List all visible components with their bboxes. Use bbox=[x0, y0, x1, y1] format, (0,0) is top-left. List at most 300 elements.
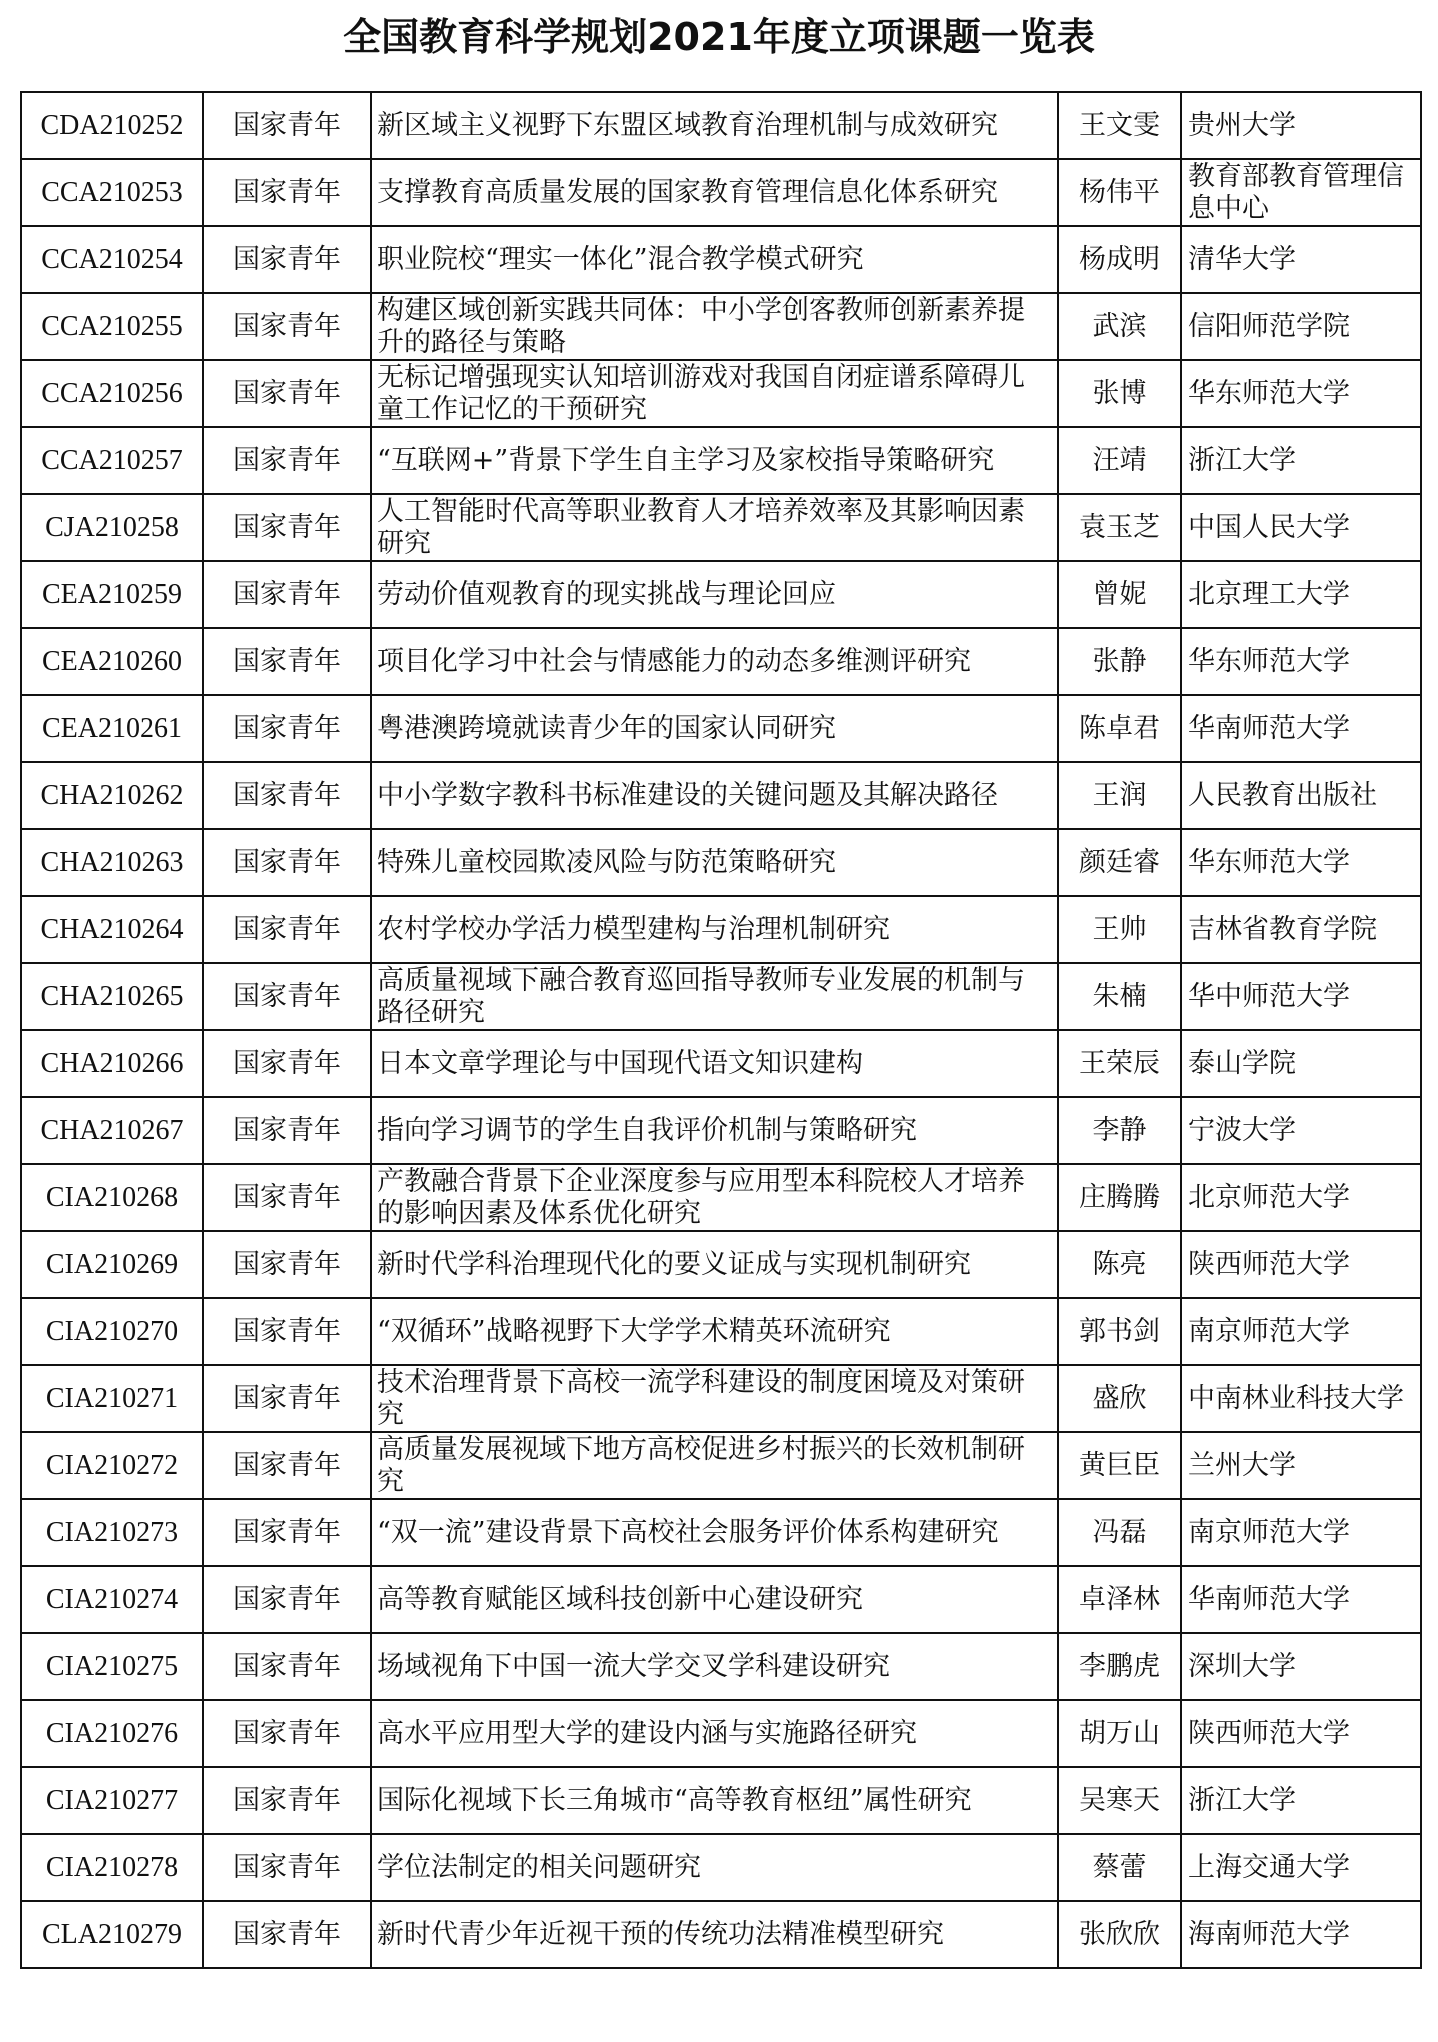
principal-name: 吴寒天 bbox=[1079, 1784, 1160, 1816]
project-topic-cell bbox=[371, 1298, 1058, 1365]
project-type-cell bbox=[203, 1097, 371, 1164]
institution: 浙江大学 bbox=[1188, 444, 1296, 476]
principal-name-cell bbox=[1058, 1901, 1181, 1968]
principal-name-cell bbox=[1058, 159, 1181, 226]
project-type: 国家青年 bbox=[233, 310, 341, 342]
project-code-cell bbox=[21, 1566, 203, 1633]
principal-name: 冯磊 bbox=[1092, 1516, 1147, 1548]
principal-name: 张静 bbox=[1092, 645, 1147, 677]
principal-name-cell bbox=[1058, 695, 1181, 762]
project-topic: 高质量发展视域下地方高校促进乡村振兴的长效机制研究 bbox=[377, 1433, 1025, 1497]
table-row bbox=[21, 896, 1421, 963]
institution: 吉林省教育学院 bbox=[1188, 913, 1377, 945]
project-code-cell bbox=[21, 628, 203, 695]
project-type: 国家青年 bbox=[233, 1248, 341, 1280]
project-type-cell bbox=[203, 1767, 371, 1834]
principal-name-cell bbox=[1058, 226, 1181, 293]
project-type-cell bbox=[203, 1432, 371, 1499]
project-topic: 农村学校办学活力模型建构与治理机制研究 bbox=[377, 913, 890, 945]
project-code-cell bbox=[21, 896, 203, 963]
project-type-cell bbox=[203, 1164, 371, 1231]
institution-cell bbox=[1181, 92, 1421, 159]
project-type: 国家青年 bbox=[233, 1047, 341, 1079]
institution: 人民教育出版社 bbox=[1188, 779, 1377, 811]
project-code: CIA210272 bbox=[45, 1449, 179, 1481]
project-topic: 新时代青少年近视干预的传统功法精准模型研究 bbox=[377, 1918, 944, 1950]
institution-cell bbox=[1181, 159, 1421, 226]
institution: 陕西师范大学 bbox=[1188, 1717, 1350, 1749]
project-code-cell bbox=[21, 1499, 203, 1566]
project-topic-cell bbox=[371, 1030, 1058, 1097]
project-topic: 国际化视域下长三角城市“高等教育枢纽”属性研究 bbox=[377, 1784, 972, 1816]
project-code-cell bbox=[21, 1365, 203, 1432]
project-type-cell bbox=[203, 561, 371, 628]
institution-cell bbox=[1181, 1432, 1421, 1499]
project-code-cell bbox=[21, 1164, 203, 1231]
project-code: CEA210259 bbox=[42, 578, 182, 610]
project-type-cell bbox=[203, 92, 371, 159]
principal-name: 蔡蕾 bbox=[1092, 1851, 1147, 1883]
project-topic-cell bbox=[371, 1365, 1058, 1432]
project-code-cell bbox=[21, 1633, 203, 1700]
project-type: 国家青年 bbox=[233, 1851, 341, 1883]
project-topic-cell bbox=[371, 561, 1058, 628]
principal-name: 郭书剑 bbox=[1079, 1315, 1160, 1347]
project-topic-cell bbox=[371, 293, 1058, 360]
project-code: CHA210265 bbox=[40, 980, 184, 1012]
table-row bbox=[21, 1633, 1421, 1700]
table-row bbox=[21, 1834, 1421, 1901]
principal-name-cell bbox=[1058, 1231, 1181, 1298]
institution-cell bbox=[1181, 427, 1421, 494]
project-type-cell bbox=[203, 628, 371, 695]
table-body bbox=[21, 92, 1421, 1968]
project-type-cell bbox=[203, 226, 371, 293]
institution-cell bbox=[1181, 1767, 1421, 1834]
principal-name: 张博 bbox=[1092, 377, 1147, 409]
project-topic: 技术治理背景下高校一流学科建设的制度困境及对策研究 bbox=[377, 1366, 1025, 1430]
table-row bbox=[21, 829, 1421, 896]
project-code-cell bbox=[21, 226, 203, 293]
project-topic: 指向学习调节的学生自我评价机制与策略研究 bbox=[377, 1114, 917, 1146]
table-row bbox=[21, 1700, 1421, 1767]
institution-cell bbox=[1181, 1365, 1421, 1432]
project-type-cell bbox=[203, 1700, 371, 1767]
table-row bbox=[21, 159, 1421, 226]
project-topic-cell bbox=[371, 1700, 1058, 1767]
principal-name-cell bbox=[1058, 762, 1181, 829]
principal-name: 朱楠 bbox=[1092, 980, 1147, 1012]
project-code: CJA210258 bbox=[45, 511, 179, 543]
principal-name-cell bbox=[1058, 1700, 1181, 1767]
institution-cell bbox=[1181, 1030, 1421, 1097]
project-code-cell bbox=[21, 1030, 203, 1097]
project-type-cell bbox=[203, 1231, 371, 1298]
project-type: 国家青年 bbox=[233, 980, 341, 1012]
institution-cell bbox=[1181, 1231, 1421, 1298]
table-row bbox=[21, 92, 1421, 159]
institution: 上海交通大学 bbox=[1188, 1851, 1350, 1883]
project-type: 国家青年 bbox=[233, 1181, 341, 1213]
principal-name: 李鹏虎 bbox=[1079, 1650, 1160, 1682]
project-topic-cell bbox=[371, 963, 1058, 1030]
principal-name-cell bbox=[1058, 1164, 1181, 1231]
table-row bbox=[21, 226, 1421, 293]
project-code: CDA210252 bbox=[40, 109, 184, 141]
institution: 泰山学院 bbox=[1188, 1047, 1296, 1079]
project-topic-cell bbox=[371, 1097, 1058, 1164]
institution-cell bbox=[1181, 695, 1421, 762]
project-type-cell bbox=[203, 1834, 371, 1901]
principal-name-cell bbox=[1058, 1834, 1181, 1901]
principal-name: 颜廷睿 bbox=[1079, 846, 1160, 878]
project-topic: 日本文章学理论与中国现代语文知识建构 bbox=[377, 1047, 863, 1079]
project-type: 国家青年 bbox=[233, 1449, 341, 1481]
principal-name: 王荣辰 bbox=[1079, 1047, 1160, 1079]
principal-name-cell bbox=[1058, 896, 1181, 963]
project-type-cell bbox=[203, 159, 371, 226]
project-code: CHA210263 bbox=[40, 846, 184, 878]
institution-cell bbox=[1181, 963, 1421, 1030]
institution: 中国人民大学 bbox=[1188, 511, 1350, 543]
principal-name-cell bbox=[1058, 1432, 1181, 1499]
principal-name: 杨伟平 bbox=[1079, 176, 1160, 208]
institution-cell bbox=[1181, 1164, 1421, 1231]
project-topic: 产教融合背景下企业深度参与应用型本科院校人才培养的影响因素及体系优化研究 bbox=[377, 1165, 1025, 1229]
project-type-cell bbox=[203, 1566, 371, 1633]
institution: 深圳大学 bbox=[1188, 1650, 1296, 1682]
project-type: 国家青年 bbox=[233, 712, 341, 744]
project-code: CLA210279 bbox=[42, 1918, 182, 1950]
project-type-cell bbox=[203, 829, 371, 896]
project-topic: 构建区域创新实践共同体：中小学创客教师创新素养提升的路径与策略 bbox=[377, 294, 1025, 358]
table-row bbox=[21, 1365, 1421, 1432]
project-topic: 新时代学科治理现代化的要义证成与实现机制研究 bbox=[377, 1248, 971, 1280]
project-topic: 劳动价值观教育的现实挑战与理论回应 bbox=[377, 578, 836, 610]
project-code: CIA210268 bbox=[45, 1181, 179, 1213]
project-type: 国家青年 bbox=[233, 1114, 341, 1146]
project-type-cell bbox=[203, 293, 371, 360]
principal-name-cell bbox=[1058, 1566, 1181, 1633]
table-row bbox=[21, 427, 1421, 494]
institution: 华南师范大学 bbox=[1188, 1583, 1350, 1615]
principal-name-cell bbox=[1058, 360, 1181, 427]
project-code-cell bbox=[21, 695, 203, 762]
institution: 南京师范大学 bbox=[1188, 1516, 1350, 1548]
table-row bbox=[21, 1566, 1421, 1633]
principal-name-cell bbox=[1058, 494, 1181, 561]
project-code: CIA210276 bbox=[45, 1717, 179, 1749]
institution: 北京师范大学 bbox=[1188, 1181, 1350, 1213]
principal-name: 武滨 bbox=[1092, 310, 1147, 342]
institution-cell bbox=[1181, 1566, 1421, 1633]
project-topic: “互联网+”背景下学生自主学习及家校指导策略研究 bbox=[377, 444, 995, 476]
institution: 贵州大学 bbox=[1188, 109, 1296, 141]
principal-name: 李静 bbox=[1092, 1114, 1147, 1146]
principal-name-cell bbox=[1058, 628, 1181, 695]
institution: 南京师范大学 bbox=[1188, 1315, 1350, 1347]
project-type: 国家青年 bbox=[233, 1784, 341, 1816]
project-topic-cell bbox=[371, 159, 1058, 226]
project-code: CHA210262 bbox=[40, 779, 184, 811]
project-code: CIA210273 bbox=[45, 1516, 179, 1548]
project-topic-cell bbox=[371, 1432, 1058, 1499]
project-topic: 学位法制定的相关问题研究 bbox=[377, 1851, 701, 1883]
project-code: CIA210270 bbox=[45, 1315, 179, 1347]
project-topic-cell bbox=[371, 829, 1058, 896]
project-type-cell bbox=[203, 1030, 371, 1097]
institution-cell bbox=[1181, 762, 1421, 829]
project-code-cell bbox=[21, 1700, 203, 1767]
project-type: 国家青年 bbox=[233, 1382, 341, 1414]
project-topic: 无标记增强现实认知培训游戏对我国自闭症谱系障碍儿童工作记忆的干预研究 bbox=[377, 361, 1025, 425]
institution-cell bbox=[1181, 829, 1421, 896]
project-topic: 中小学数字教科书标准建设的关键问题及其解决路径 bbox=[377, 779, 998, 811]
table-row bbox=[21, 1231, 1421, 1298]
institution-cell bbox=[1181, 494, 1421, 561]
project-code-cell bbox=[21, 1834, 203, 1901]
project-topic-cell bbox=[371, 1231, 1058, 1298]
project-topic: 场域视角下中国一流大学交叉学科建设研究 bbox=[377, 1650, 890, 1682]
project-type: 国家青年 bbox=[233, 243, 341, 275]
institution: 兰州大学 bbox=[1188, 1449, 1296, 1481]
project-topic-cell bbox=[371, 1901, 1058, 1968]
principal-name: 汪靖 bbox=[1092, 444, 1147, 476]
principal-name-cell bbox=[1058, 1767, 1181, 1834]
institution: 信阳师范学院 bbox=[1188, 310, 1350, 342]
project-topic: 职业院校“理实一体化”混合教学模式研究 bbox=[377, 243, 864, 275]
page-title: 全国教育科学规划2021年度立项课题一览表 bbox=[343, 15, 1095, 59]
table-row bbox=[21, 360, 1421, 427]
institution-cell bbox=[1181, 1901, 1421, 1968]
project-type: 国家青年 bbox=[233, 1650, 341, 1682]
institution-cell bbox=[1181, 226, 1421, 293]
project-topic: 粤港澳跨境就读青少年的国家认同研究 bbox=[377, 712, 836, 744]
project-type: 国家青年 bbox=[233, 1717, 341, 1749]
project-code-cell bbox=[21, 1231, 203, 1298]
principal-name-cell bbox=[1058, 293, 1181, 360]
institution-cell bbox=[1181, 628, 1421, 695]
project-topic-cell bbox=[371, 762, 1058, 829]
project-code: CCA210255 bbox=[41, 310, 183, 342]
project-topic: 项目化学习中社会与情感能力的动态多维测评研究 bbox=[377, 645, 971, 677]
institution: 宁波大学 bbox=[1188, 1114, 1296, 1146]
institution: 中南林业科技大学 bbox=[1188, 1382, 1404, 1414]
project-code: CIA210269 bbox=[45, 1248, 179, 1280]
principal-name-cell bbox=[1058, 1030, 1181, 1097]
principal-name-cell bbox=[1058, 1633, 1181, 1700]
project-type-cell bbox=[203, 494, 371, 561]
project-code: CHA210264 bbox=[40, 913, 184, 945]
project-topic: 新区域主义视野下东盟区域教育治理机制与成效研究 bbox=[377, 109, 998, 141]
institution-cell bbox=[1181, 1700, 1421, 1767]
project-type-cell bbox=[203, 762, 371, 829]
table-row bbox=[21, 494, 1421, 561]
table-row bbox=[21, 1499, 1421, 1566]
project-topic: 人工智能时代高等职业教育人才培养效率及其影响因素研究 bbox=[377, 495, 1025, 559]
project-type: 国家青年 bbox=[233, 1583, 341, 1615]
project-topic-cell bbox=[371, 1566, 1058, 1633]
project-topic-cell bbox=[371, 628, 1058, 695]
project-topic: 高水平应用型大学的建设内涵与实施路径研究 bbox=[377, 1717, 917, 1749]
institution-cell bbox=[1181, 1633, 1421, 1700]
principal-name-cell bbox=[1058, 92, 1181, 159]
project-topic-cell bbox=[371, 360, 1058, 427]
principal-name-cell bbox=[1058, 561, 1181, 628]
table-row bbox=[21, 1164, 1421, 1231]
table-row bbox=[21, 1298, 1421, 1365]
project-topic-cell bbox=[371, 896, 1058, 963]
institution: 华南师范大学 bbox=[1188, 712, 1350, 744]
principal-name-cell bbox=[1058, 1365, 1181, 1432]
project-type: 国家青年 bbox=[233, 578, 341, 610]
project-code: CIA210274 bbox=[45, 1583, 179, 1615]
project-code: CCA210254 bbox=[41, 243, 183, 275]
principal-name: 王润 bbox=[1092, 779, 1147, 811]
project-type-cell bbox=[203, 427, 371, 494]
project-type-cell bbox=[203, 1499, 371, 1566]
project-code-cell bbox=[21, 1767, 203, 1834]
project-code-cell bbox=[21, 1432, 203, 1499]
project-type: 国家青年 bbox=[233, 846, 341, 878]
principal-name-cell bbox=[1058, 1298, 1181, 1365]
project-code-cell bbox=[21, 293, 203, 360]
project-topic: 支撑教育高质量发展的国家教育管理信息化体系研究 bbox=[377, 176, 998, 208]
project-code: CIA210277 bbox=[45, 1784, 179, 1816]
principal-name: 卓泽林 bbox=[1079, 1583, 1160, 1615]
institution-cell bbox=[1181, 1097, 1421, 1164]
project-code-cell bbox=[21, 762, 203, 829]
project-code: CIA210278 bbox=[45, 1851, 179, 1883]
project-topic-cell bbox=[371, 1499, 1058, 1566]
project-type-cell bbox=[203, 1298, 371, 1365]
principal-name-cell bbox=[1058, 963, 1181, 1030]
institution-cell bbox=[1181, 1834, 1421, 1901]
principal-name: 王文雯 bbox=[1079, 109, 1160, 141]
project-code: CEA210261 bbox=[42, 712, 182, 744]
project-table bbox=[20, 91, 1422, 1969]
table-row bbox=[21, 1030, 1421, 1097]
table-row bbox=[21, 1901, 1421, 1968]
table-row bbox=[21, 628, 1421, 695]
institution: 华中师范大学 bbox=[1188, 980, 1350, 1012]
project-type: 国家青年 bbox=[233, 1315, 341, 1347]
project-code: CHA210266 bbox=[40, 1047, 184, 1079]
institution: 浙江大学 bbox=[1188, 1784, 1296, 1816]
project-type: 国家青年 bbox=[233, 913, 341, 945]
project-topic-cell bbox=[371, 494, 1058, 561]
institution: 清华大学 bbox=[1188, 243, 1296, 275]
principal-name: 陈亮 bbox=[1092, 1248, 1147, 1280]
project-topic: 高等教育赋能区域科技创新中心建设研究 bbox=[377, 1583, 863, 1615]
principal-name-cell bbox=[1058, 427, 1181, 494]
project-topic-cell bbox=[371, 1164, 1058, 1231]
institution: 陕西师范大学 bbox=[1188, 1248, 1350, 1280]
institution-cell bbox=[1181, 561, 1421, 628]
table-row bbox=[21, 293, 1421, 360]
project-type: 国家青年 bbox=[233, 511, 341, 543]
project-type: 国家青年 bbox=[233, 1918, 341, 1950]
project-topic-cell bbox=[371, 1834, 1058, 1901]
institution: 教育部教育管理信息中心 bbox=[1188, 160, 1404, 224]
table-row bbox=[21, 1432, 1421, 1499]
principal-name: 袁玉芝 bbox=[1079, 511, 1160, 543]
principal-name-cell bbox=[1058, 1499, 1181, 1566]
project-code-cell bbox=[21, 427, 203, 494]
project-code-cell bbox=[21, 494, 203, 561]
project-type-cell bbox=[203, 963, 371, 1030]
principal-name-cell bbox=[1058, 829, 1181, 896]
project-type-cell bbox=[203, 1633, 371, 1700]
project-code: CHA210267 bbox=[40, 1114, 184, 1146]
table-row bbox=[21, 963, 1421, 1030]
project-code: CEA210260 bbox=[42, 645, 182, 677]
project-code-cell bbox=[21, 829, 203, 896]
project-type: 国家青年 bbox=[233, 377, 341, 409]
project-type: 国家青年 bbox=[233, 645, 341, 677]
project-code: CIA210275 bbox=[45, 1650, 179, 1682]
principal-name: 王帅 bbox=[1092, 913, 1147, 945]
institution-cell bbox=[1181, 293, 1421, 360]
principal-name: 曾妮 bbox=[1092, 578, 1147, 610]
project-type-cell bbox=[203, 1365, 371, 1432]
project-topic-cell bbox=[371, 92, 1058, 159]
project-type-cell bbox=[203, 1901, 371, 1968]
project-code: CCA210256 bbox=[41, 377, 183, 409]
institution-cell bbox=[1181, 1499, 1421, 1566]
project-type: 国家青年 bbox=[233, 109, 341, 141]
table-row bbox=[21, 695, 1421, 762]
project-topic: “双循环”战略视野下大学学术精英环流研究 bbox=[377, 1315, 891, 1347]
project-code-cell bbox=[21, 360, 203, 427]
principal-name: 盛欣 bbox=[1092, 1382, 1147, 1414]
project-type: 国家青年 bbox=[233, 1516, 341, 1548]
project-type-cell bbox=[203, 360, 371, 427]
project-type-cell bbox=[203, 896, 371, 963]
project-code-cell bbox=[21, 159, 203, 226]
institution-cell bbox=[1181, 1298, 1421, 1365]
project-code: CCA210253 bbox=[41, 176, 183, 208]
project-type-cell bbox=[203, 695, 371, 762]
project-topic-cell bbox=[371, 226, 1058, 293]
principal-name: 张欣欣 bbox=[1079, 1918, 1160, 1950]
table-row bbox=[21, 561, 1421, 628]
project-topic-cell bbox=[371, 1767, 1058, 1834]
institution: 海南师范大学 bbox=[1188, 1918, 1350, 1950]
project-type: 国家青年 bbox=[233, 444, 341, 476]
project-topic: 高质量视域下融合教育巡回指导教师专业发展的机制与路径研究 bbox=[377, 964, 1025, 1028]
project-topic-cell bbox=[371, 1633, 1058, 1700]
table-row bbox=[21, 1767, 1421, 1834]
institution: 北京理工大学 bbox=[1188, 578, 1350, 610]
project-code: CIA210271 bbox=[45, 1382, 179, 1414]
project-topic-cell bbox=[371, 695, 1058, 762]
principal-name: 陈卓君 bbox=[1079, 712, 1160, 744]
principal-name: 黄巨臣 bbox=[1079, 1449, 1160, 1481]
principal-name: 庄腾腾 bbox=[1079, 1181, 1160, 1213]
project-code-cell bbox=[21, 1097, 203, 1164]
project-code-cell bbox=[21, 1298, 203, 1365]
project-code-cell bbox=[21, 92, 203, 159]
project-code: CCA210257 bbox=[41, 444, 183, 476]
project-code-cell bbox=[21, 963, 203, 1030]
project-type: 国家青年 bbox=[233, 779, 341, 811]
table-row bbox=[21, 762, 1421, 829]
institution: 华东师范大学 bbox=[1188, 645, 1350, 677]
institution-cell bbox=[1181, 896, 1421, 963]
table-row bbox=[21, 1097, 1421, 1164]
project-code-cell bbox=[21, 561, 203, 628]
